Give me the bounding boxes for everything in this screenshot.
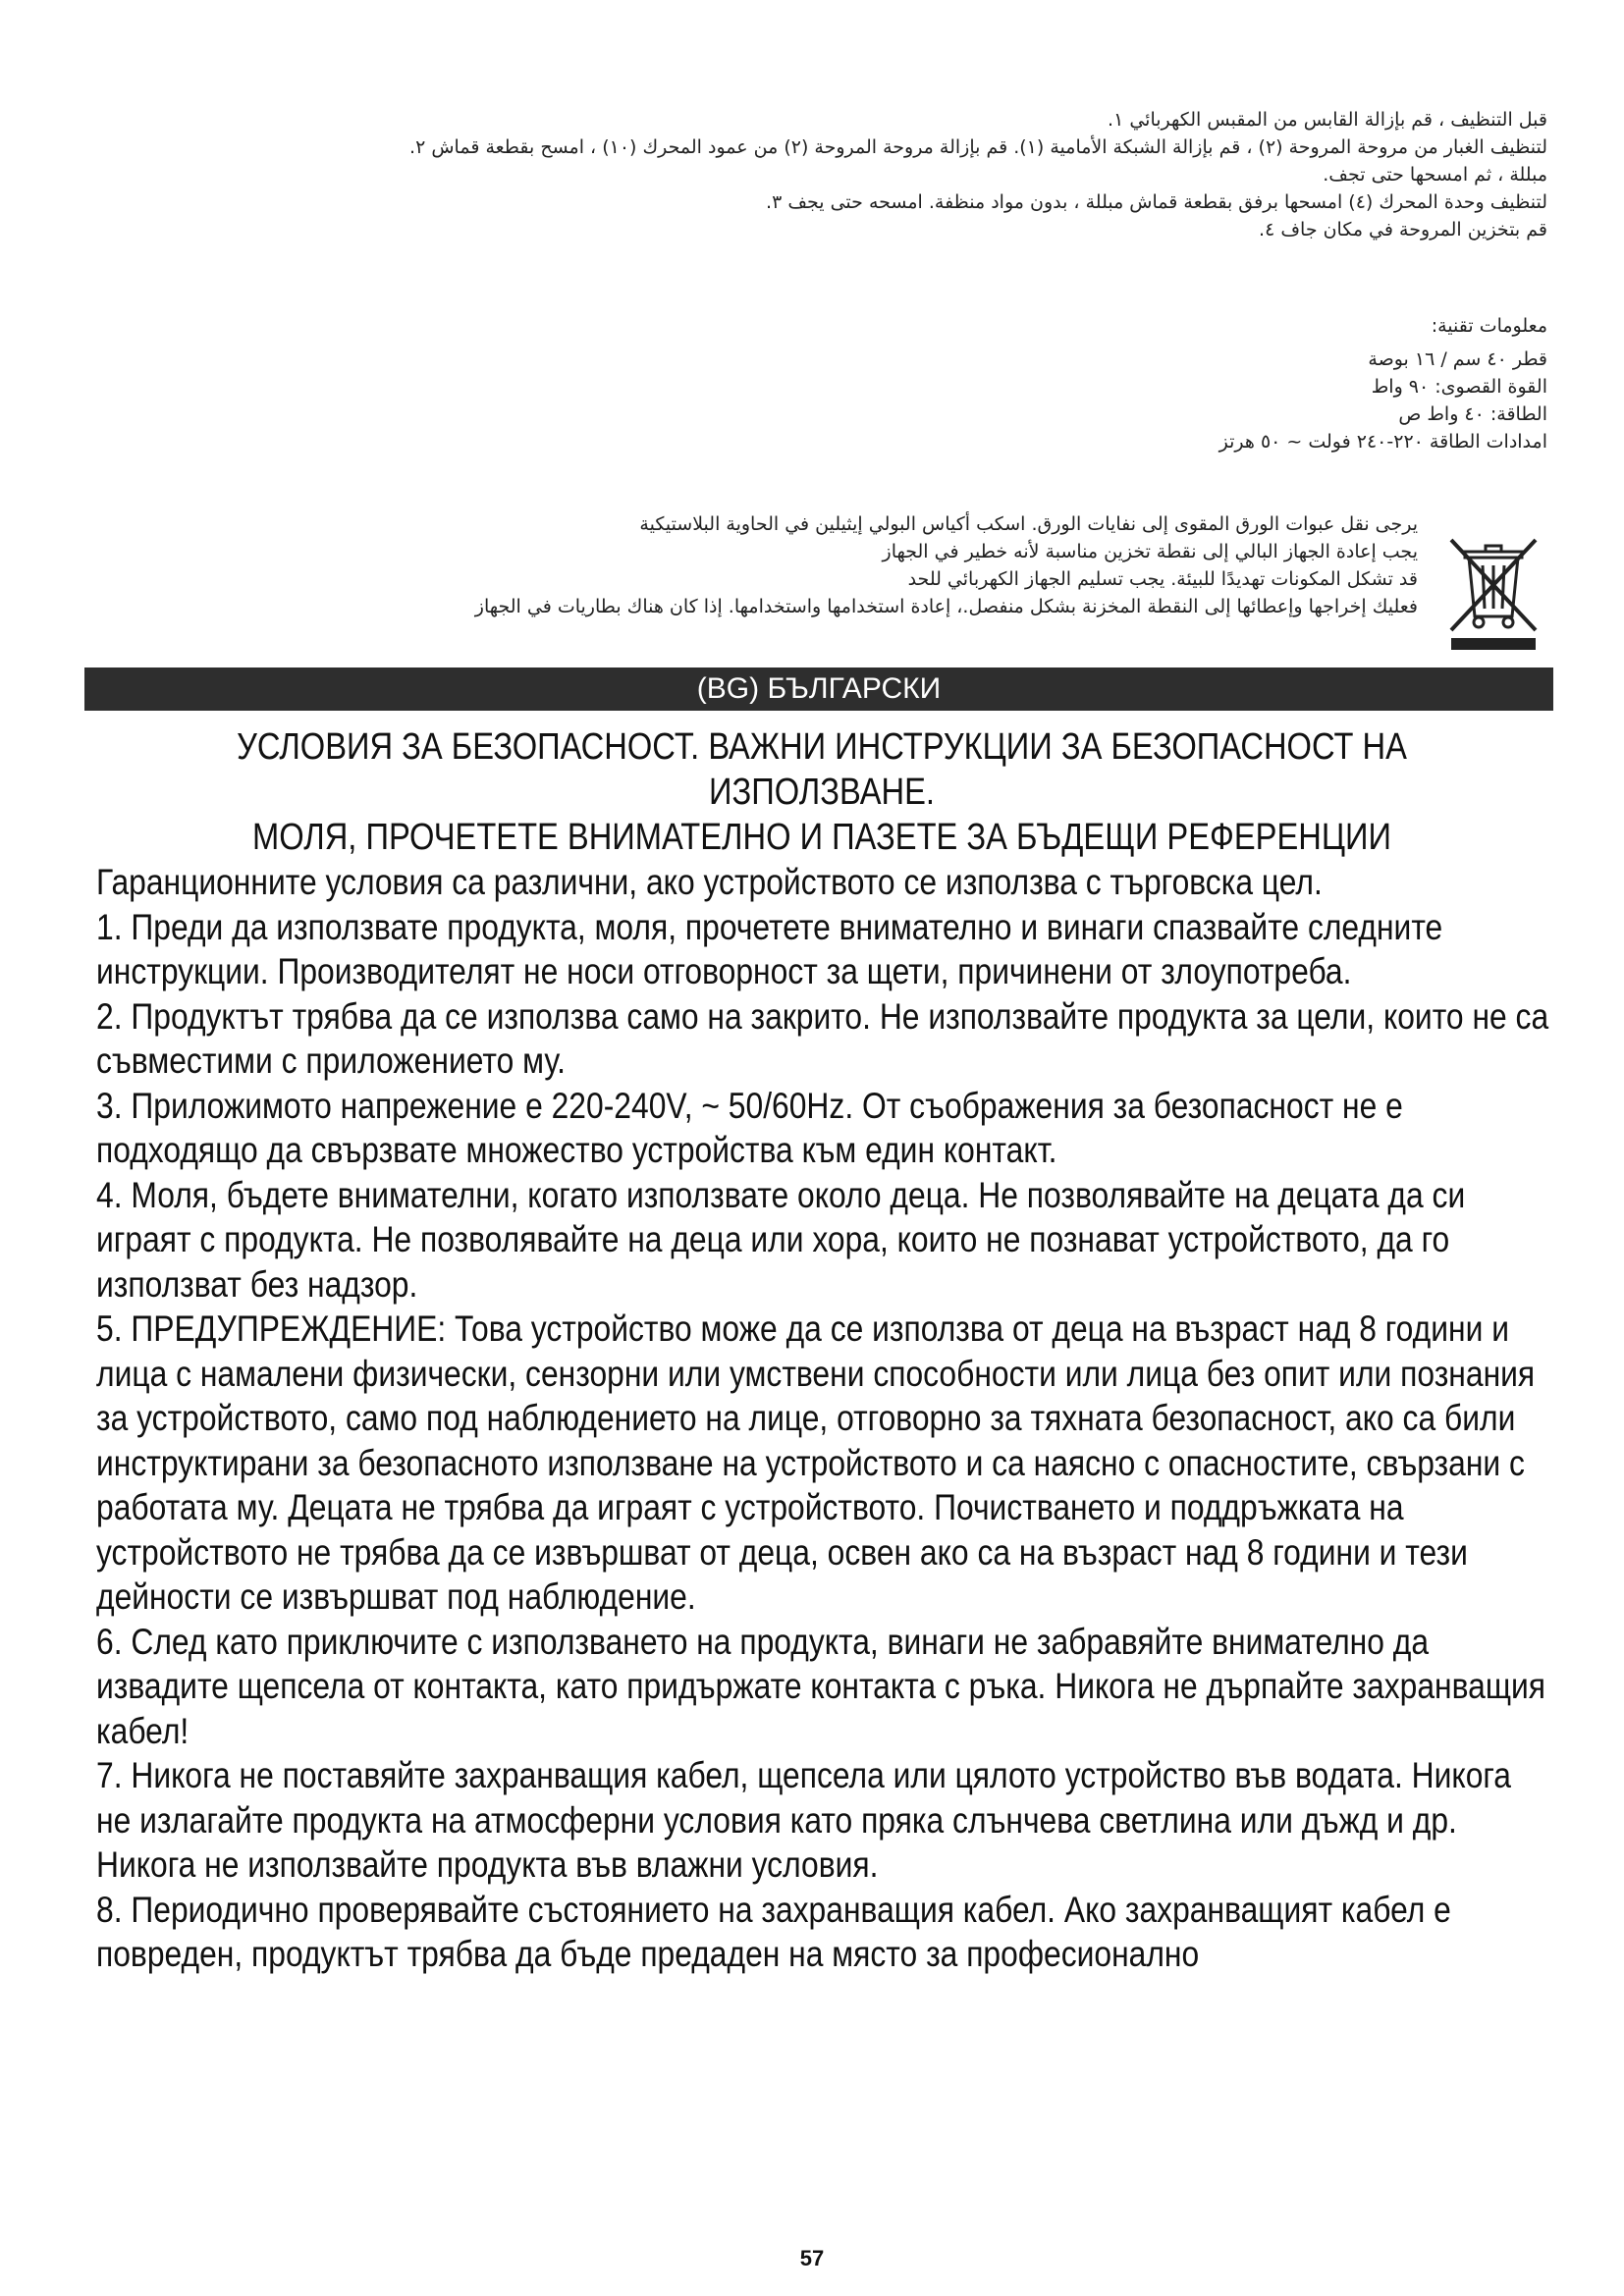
instruction-item: 4. Моля, бъдете внимателни, когато използвате около деца. Не позволявайте на децата да си играят с продукта. Не позволявайте на деца или хора, които не познават устройството, да го използват без надзор. bbox=[96, 1174, 1466, 1305]
instruction-item: 1. Преди да използвате продукта, моля, прочетете внимателно и винаги спазвайте следните инструкции. Производителят не носи отговорност за щети, причинени от злоупотреба. bbox=[96, 906, 1443, 991]
arabic-cleaning-line: قم بتخزين المروحة في مكان جاف ٤. bbox=[1259, 219, 1547, 240]
arabic-environment-line: يجب إعادة الجهاز البالي إلى نقطة تخزين مناسبة لأنه خطير في الجهاز bbox=[882, 541, 1418, 562]
arabic-cleaning-section bbox=[75, 106, 1547, 243]
instruction-item: 2. Продуктът трябва да се използва само на закрито. Не използвайте продукта за цели, които не са съвместими с приложението му. bbox=[96, 995, 1549, 1081]
arabic-technical-line: الطاقة: ٤٠ واط ص bbox=[1398, 403, 1547, 425]
arabic-technical-line: قطر ٤٠ سم / ١٦ بوصة bbox=[1368, 348, 1547, 370]
instructions-body bbox=[96, 860, 1548, 1977]
instruction-item: 6. След като приключите с използването на продукта, винаги не забравяйте внимателно да извадите щепсела от контакта, като придържате контакта с ръка. Никога не дърпайте захранващия кабел! bbox=[96, 1621, 1546, 1751]
arabic-cleaning-line: قبل التنظيف ، قم بإزالة القابس من المقبس الكهربائي ١. bbox=[1108, 109, 1547, 131]
safety-heading-line: ИЗПОЛЗВАНЕ. bbox=[709, 772, 935, 813]
arabic-cleaning-line: لتنظيف الغبار من مروحة المروحة (٢) ، قم بإزالة الشبكة الأمامية (١). قم بإزالة مروحة المروحة (٢) من عمود المحرك (١٠) ، امسح بقطعة قماش ٢. bbox=[409, 136, 1547, 158]
page-number: 57 bbox=[799, 2246, 825, 2270]
arabic-technical-title: معلومات تقنية: bbox=[1431, 315, 1547, 337]
arabic-technical-section bbox=[860, 312, 1547, 455]
arabic-technical-line: امدادات الطاقة ٢٢٠-٢٤٠ فولت ~ ٥٠ هرتز bbox=[1218, 431, 1547, 453]
arabic-cleaning-line: لتنظيف وحدة المحرك (٤) امسحها برفق بقطعة قماش مبللة ، بدون مواد منظفة. امسحه حتى يجف ٣. bbox=[766, 191, 1547, 213]
safety-heading-line: МОЛЯ, ПРОЧЕТЕТЕ ВНИМАТЕЛНО И ПАЗЕТЕ ЗА БЪДЕЩИ РЕФЕРЕНЦИИ bbox=[251, 817, 1392, 858]
instruction-item: 8. Периодично проверявайте състоянието на захранващия кабел. Ако захранващият кабел е повреден, продуктът трябва да бъде предаден на място за професионално bbox=[96, 1889, 1451, 1974]
arabic-environment-section bbox=[63, 510, 1418, 620]
arabic-environment-line: يرجى نقل عبوات الورق المقوى إلى نفايات الورق. اسكب أكياس البولي إيثيلين في الحاوية البلاستيكية bbox=[639, 513, 1418, 535]
instruction-item: 3. Приложимото напрежение е 220-240V, ~ 50/60Hz. От съображения за безопасност не е подходящо да свързвате множество устройства към един контакт. bbox=[96, 1085, 1403, 1170]
intro-paragraph: Гаранционните условия са различни, ако устройството се използва с търговска цел. bbox=[96, 862, 1323, 902]
instruction-item: 7. Никога не поставяйте захранващия кабел, щепсела или цялото устройство във водата. Никога не излагайте продукта на атмосферни условия като пряка слънчева светлина или дъжд и др. Никога не използвайте продукта във влажни условия. bbox=[96, 1755, 1512, 1885]
arabic-environment-line: فعليك إخراجها وإعطائها إلى النقطة المخزنة بشكل منفصل.، إعادة استخدامها واستخدامها. إذا كان هناك بطاريات في الجهاز bbox=[474, 596, 1418, 617]
bulgarian-section bbox=[96, 724, 1547, 1977]
language-banner: (BG) БЪЛГАРСКИ bbox=[84, 667, 1553, 711]
crossed-bin-icon bbox=[1439, 530, 1547, 653]
arabic-environment-line: قد تشكل المكونات تهديدًا للبيئة. يجب تسليم الجهاز الكهربائي للحد bbox=[907, 568, 1418, 590]
safety-heading-line: УСЛОВИЯ ЗА БЕЗОПАСНОСТ. ВАЖНИ ИНСТРУКЦИИ ЗА БЕЗОПАСНОСТ НА bbox=[237, 726, 1407, 768]
arabic-technical-line: القوة القصوى: ٩٠ واط bbox=[1371, 376, 1547, 398]
instruction-item: 5. ПРЕДУПРЕЖДЕНИЕ: Това устройство може да се използва от деца на възраст над 8 години и лица с намалени физически, сензорни или умствени способности или лица без опит или познания за устройството, само под наблюдението на лице, отговорно за тяхната безопасност, ако са били инструктирани за безопасното използване на устройството и са наясно с опасностите, свързани с работата му. Децата не трябва да играят с устройството. Почистването и поддръжката на устройството не трябва да се извършват от деца, освен ако са на възраст над 8 години и тези дейности се извършват под наблюдение. bbox=[96, 1308, 1536, 1617]
arabic-cleaning-line: مبللة ، ثم امسحها حتى تجف. bbox=[1323, 164, 1547, 186]
